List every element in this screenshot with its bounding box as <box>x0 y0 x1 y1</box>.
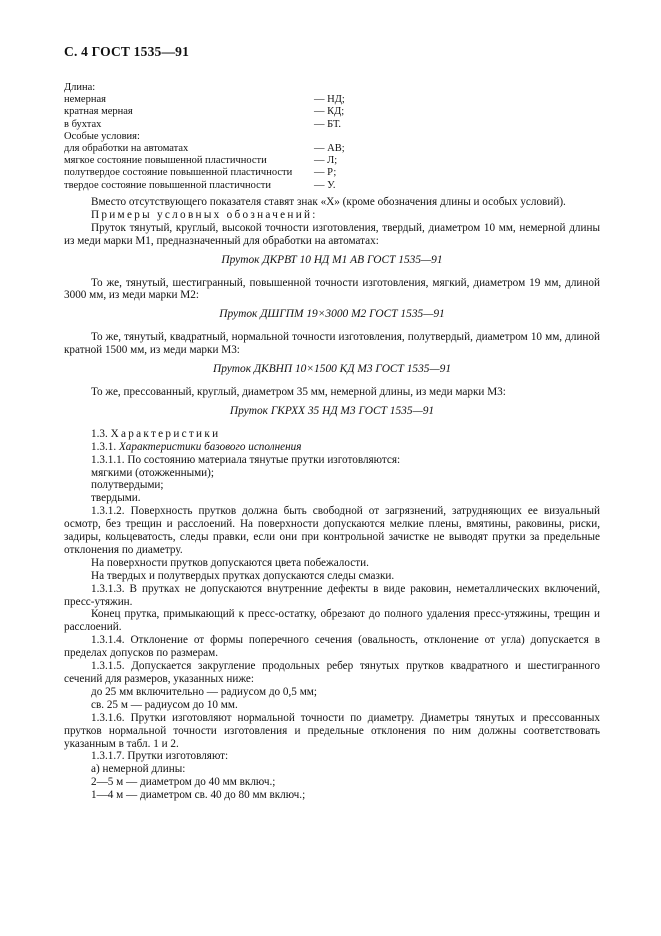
designation-code: — НД; <box>314 94 345 106</box>
paragraph: Вместо отсутствующего показателя ставят знак «X» (кроме обозначения длины и особых условий). <box>91 196 566 208</box>
list-item: до 25 мм включительно — радиусом до 0,5 мм; <box>91 685 317 698</box>
section-heading <box>64 209 600 222</box>
example-designation: Пруток ДШГПМ 19×3000 М2 ГОСТ 1535—91 <box>219 308 445 321</box>
list-item: полутвердыми; <box>91 479 164 492</box>
designation-label: в бухтах <box>64 118 102 130</box>
designation-row <box>64 94 384 106</box>
paragraph: 1.3.1.6. Прутки изготовляют нормальной точности по диаметру. Диаметры тянутых и прессованных прутков нормальной точности изготовления и предельные отклонения по ним должны соответствовать указанным в табл. 1 и 2. <box>64 711 600 750</box>
page-header: С. 4 ГОСТ 1535—91 <box>64 44 190 59</box>
designation-row <box>64 106 384 118</box>
designation-code: — КД; <box>314 106 345 118</box>
paragraph: То же, тянутый, шестигранный, повышенной точности изготовления, мягкий, диаметром 19 мм, длиной 3000 мм, из меди марки М2: <box>64 276 600 302</box>
list-item: а) немерной длины: <box>91 763 186 776</box>
list-item: мягкими (отожженными); <box>91 466 214 479</box>
example-designation: Пруток ДКРВТ 10 НД М1 АВ ГОСТ 1535—91 <box>221 253 443 266</box>
designation-label: твердое состояние повышенной пластичности <box>64 179 271 191</box>
list-item: 2—5 м — диаметром до 40 мм включ.; <box>91 776 276 789</box>
designation-label: кратная мерная <box>64 106 133 118</box>
examples-heading: Примеры условных обозначений: <box>91 208 318 221</box>
paragraph: То же, прессованный, круглый, диаметром 35 мм, немерной длины, из меди марки М3: <box>91 385 506 398</box>
designation-row <box>64 82 384 94</box>
paragraph: 1.3.1.5. Допускается закругление продольных ребер тянутых прутков квадратного и шестигранного сечений для размеров, указанных ниже: <box>64 660 600 685</box>
designation-row <box>64 131 384 143</box>
designation-label: Особые условия: <box>64 130 140 142</box>
designation-code: — АВ; <box>314 142 345 154</box>
list-item: св. 25 м — радиусом до 10 мм. <box>91 698 238 711</box>
designation-list <box>64 82 384 192</box>
paragraph: То же, тянутый, квадратный, нормальной точности изготовления, полутвердый, диаметром 10 мм, длиной кратной 1500 мм, из меди марки М3: <box>64 331 600 357</box>
paragraph: 1.3.1.3. В прутках не допускаются внутренние дефекты в виде раковин, неметаллических включений, пресс-утяжин. <box>64 582 600 608</box>
paragraph: Конец прутка, примыкающий к пресс-остатку, обрезают до полного удаления пресс-утяжины, трещин и расслоений. <box>64 608 600 634</box>
section-number: 1.3.1. <box>91 440 119 453</box>
designation-row <box>64 180 384 192</box>
paragraph: На поверхности прутков допускаются цвета побежалости. <box>91 556 369 569</box>
paragraph: 1.3.1.2. Поверхность прутков должна быть свободной от загрязнений, затрудняющих ее визуальный осмотр, без трещин и расслоений. На поверхности допускаются мелкие плены, вмятины, раковины, риски, задиры, кольцеватость, следы правки, если они при контрольной зачистке не выводят прутки за предельные отклонения по диаметру. <box>64 505 600 556</box>
designation-code: — У. <box>314 179 336 191</box>
designation-row <box>64 167 384 179</box>
paragraph: 1.3.1.7. Прутки изготовляют: <box>91 750 229 763</box>
designation-label: мягкое состояние повышенной пластичности <box>64 155 267 167</box>
designation-row <box>64 119 384 131</box>
paragraph: Пруток тянутый, круглый, высокой точности изготовления, твердый, диаметром 10 мм, немерной длины из меди марки М1, предназначенный для обработки на автоматах: <box>64 221 600 247</box>
main-text <box>64 196 600 802</box>
example-designation: Пруток ДКВНП 10×1500 КД М3 ГОСТ 1535—91 <box>212 363 452 376</box>
designation-label: Длина: <box>64 82 96 93</box>
designation-label: для обработки на автоматах <box>64 142 189 154</box>
list-item: твердыми. <box>91 492 141 505</box>
designation-row <box>64 143 384 155</box>
designation-code: — БТ. <box>314 118 342 130</box>
designation-label: немерная <box>64 94 106 106</box>
designation-row <box>64 155 384 167</box>
list-item: 1—4 м — диаметром св. 40 до 80 мм включ.; <box>91 789 306 802</box>
subsection-heading <box>64 441 600 454</box>
section-heading <box>64 428 600 441</box>
designation-label: полутвердое состояние повышенной пластичности <box>64 167 293 179</box>
paragraph: 1.3.1.1. По состоянию материала тянутые прутки изготовляются: <box>91 453 401 466</box>
paragraph: На твердых и полутвердых прутках допускаются следы смазки. <box>91 569 395 582</box>
paragraph: 1.3.1.4. Отклонение от формы поперечного сечения (овальность, отклонение от угла) допускается в пределах допусков по размерам. <box>64 634 600 660</box>
section-number: 1.3. <box>91 427 111 440</box>
section-title: Характеристики базового исполнения <box>118 440 302 453</box>
designation-code: — Л; <box>314 155 338 167</box>
example-designation: Пруток ГКРХХ 35 НД М3 ГОСТ 1535—91 <box>229 404 435 417</box>
designation-code: — Р; <box>314 167 337 179</box>
section-title: Характеристики <box>110 427 221 440</box>
